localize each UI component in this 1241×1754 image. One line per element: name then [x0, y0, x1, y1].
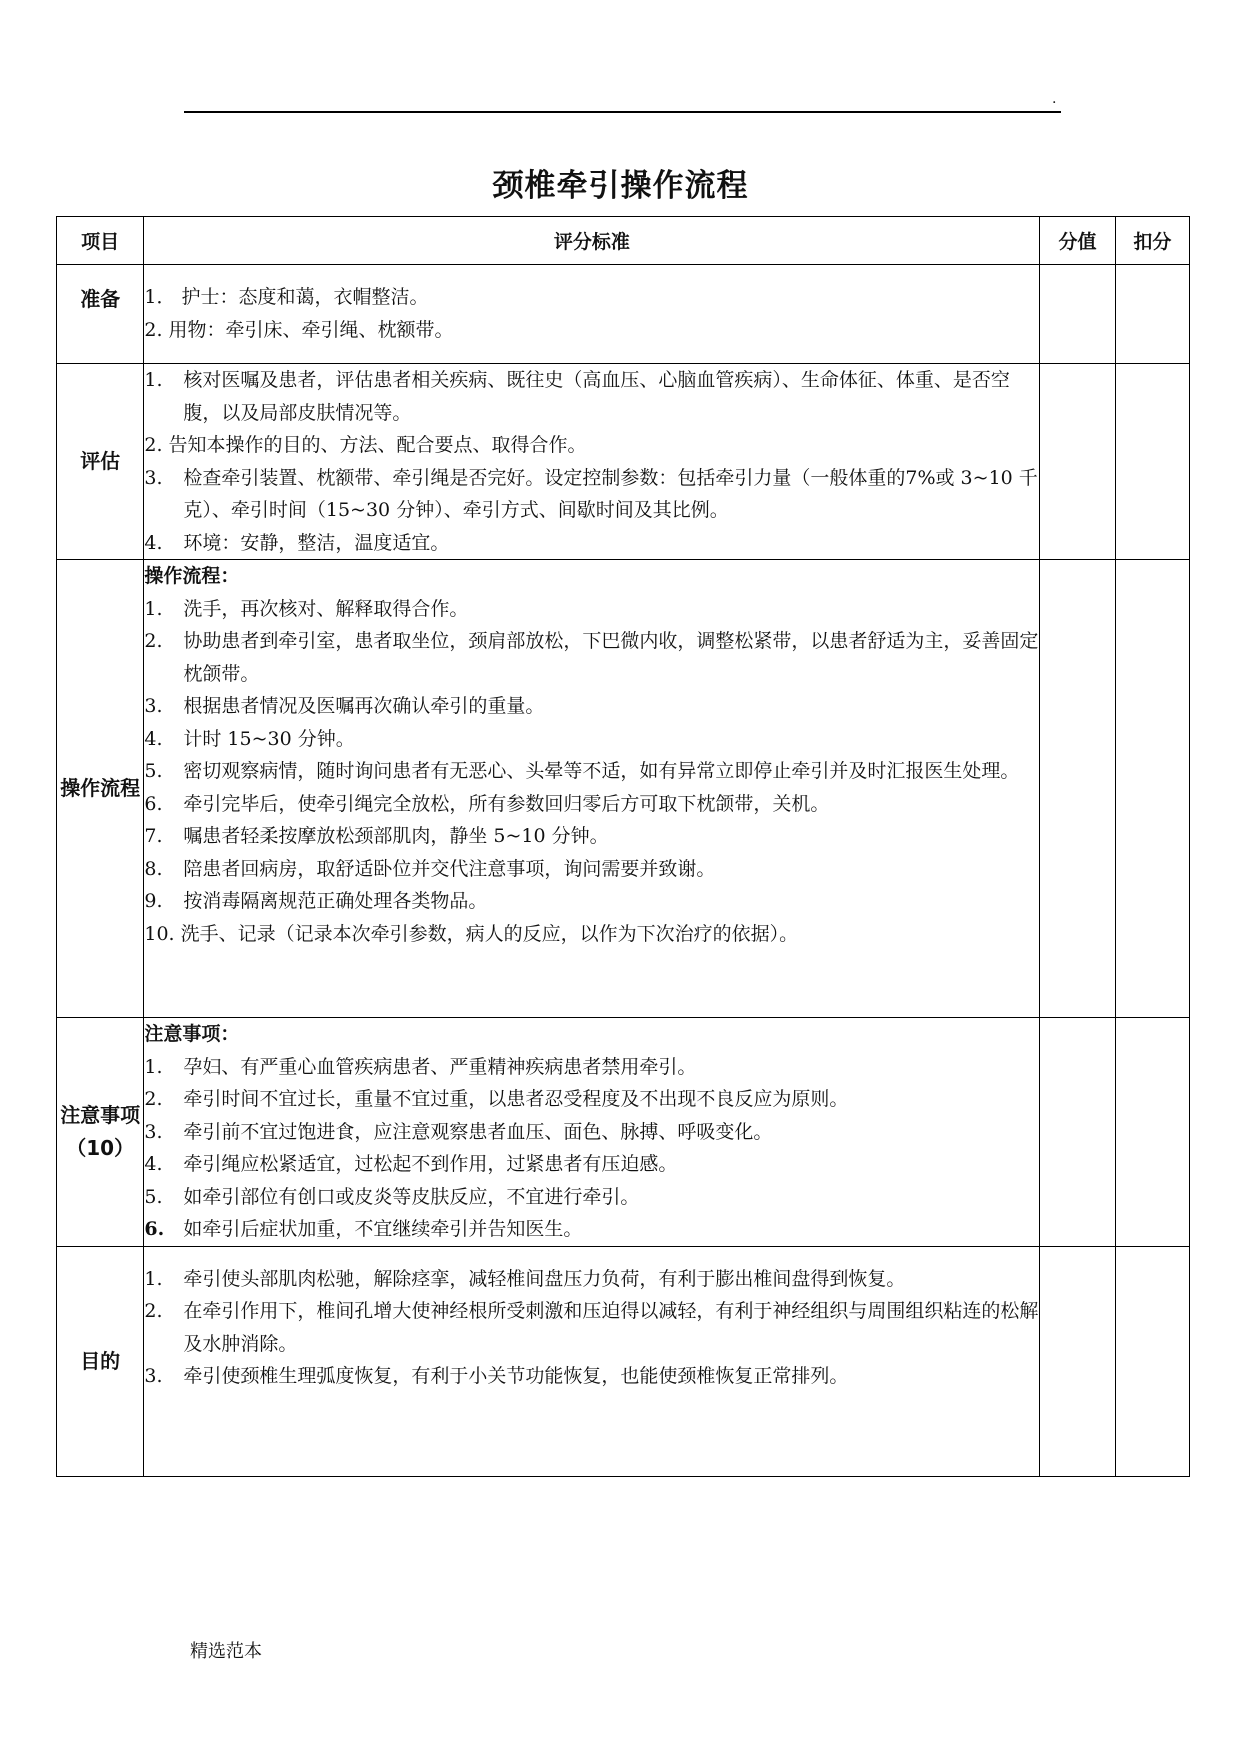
table-header-row [57, 217, 1190, 265]
table-row-procedure [57, 560, 1190, 1018]
deduct-cell[interactable] [1115, 1018, 1189, 1247]
procedure-heading: 操作流程： [144, 565, 240, 587]
score-cell[interactable] [1040, 265, 1115, 364]
row-content-purpose [144, 1246, 1040, 1476]
deduct-cell[interactable] [1115, 560, 1189, 1018]
list-item: 3. 牵引使颈椎生理弧度恢复，有利于小关节功能恢复，也能使颈椎恢复正常排列。 [144, 1365, 849, 1387]
list-item: 4. 环境：安静，整洁，温度适宜。 [144, 531, 450, 554]
purpose-list [144, 1263, 1039, 1393]
list-item: 3. 检查牵引装置、枕额带、牵引绳是否完好。设定控制参数：包括牵引力量（一般体重的7%或 3~10 千克）、牵引时间（15~30 分钟）、牵引方式、间歇时间及其比例。 [144, 466, 1038, 521]
notes-list [144, 1051, 1039, 1246]
table-row-prep [57, 265, 1190, 364]
list-item: 2. 协助患者到牵引室，患者取坐位，颈肩部放松，下巴微内收，调整松紧带，以患者舒适为主，妥善固定枕颌带。 [144, 630, 1039, 685]
row-content-procedure [144, 560, 1040, 1018]
list-item: 5. 密切观察病情，随时询问患者有无恶心、头晕等不适，如有异常立即停止牵引并及时汇报医生处理。 [144, 760, 1020, 782]
table-row-assess [57, 364, 1190, 560]
list-item: 6. 如牵引后症状加重，不宜继续牵引并告知医生。 [144, 1218, 583, 1240]
table-row-purpose [57, 1246, 1190, 1476]
header-rule [184, 111, 1061, 113]
list-item: 1. 核对医嘱及患者，评估患者相关疾病、既往史（高血压、心脑血管疾病）、生命体征、体重、是否空腹，以及局部皮肤情况等。 [144, 369, 1010, 424]
prep-list [144, 281, 1039, 346]
list-item: 4. 计时 15~30 分钟。 [144, 727, 355, 750]
deduct-cell[interactable] [1115, 364, 1189, 560]
list-item: 7. 嘱患者轻柔按摩放松颈部肌肉，静坐 5~10 分钟。 [144, 825, 609, 847]
list-item: 1. 洗手，再次核对、解释取得合作。 [144, 597, 469, 620]
table-row-notes [57, 1018, 1190, 1247]
notes-label: 注意事项 [60, 1102, 141, 1127]
notes-heading: 注意事项： [144, 1023, 240, 1045]
list-item: 1. 牵引使头部肌肉松驰，解除痉挛，减轻椎间盘压力负荷，有利于膨出椎间盘得到恢复。 [144, 1267, 906, 1290]
header-standard: 评分标准 [144, 217, 1040, 265]
footer-text: 精选范本 [190, 1641, 262, 1662]
page-title: 颈椎牵引操作流程 [492, 168, 749, 204]
row-label-assess: 评估 [57, 364, 144, 560]
list-item: 6. 牵引完毕后，使牵引绳完全放松，所有参数回归零后方可取下枕颌带，关机。 [144, 792, 830, 815]
list-item: 1． 护士：态度和蔼，衣帽整洁。 [144, 286, 429, 308]
deduct-cell[interactable] [1115, 1246, 1189, 1476]
list-item: 3. 牵引前不宜过饱进食，应注意观察患者血压、面色、脉搏、呼吸变化。 [144, 1120, 773, 1143]
list-item: 2. 牵引时间不宜过长，重量不宜过重，以患者忍受程度及不出现不良反应为原则。 [144, 1088, 849, 1110]
list-item: 3. 根据患者情况及医嘱再次确认牵引的重量。 [144, 695, 545, 717]
procedure-list [144, 593, 1039, 951]
notes-label-score: （10） [66, 1135, 135, 1160]
score-cell[interactable] [1040, 560, 1115, 1018]
score-cell[interactable] [1040, 1018, 1115, 1247]
list-item: 2. 用物：牵引床、牵引绳、枕额带。 [144, 318, 454, 341]
list-item: 9. 按消毒隔离规范正确处理各类物品。 [144, 890, 488, 912]
row-content-notes [144, 1018, 1040, 1247]
deduct-cell[interactable] [1115, 265, 1189, 364]
row-label-purpose: 目的 [57, 1246, 144, 1476]
list-item: 10. 洗手、记录（记录本次牵引参数，病人的反应，以作为下次治疗的依据）。 [144, 922, 799, 945]
scoring-table [56, 216, 1190, 1477]
row-content-assess [144, 364, 1040, 560]
header-dot: . [1052, 91, 1057, 107]
list-item: 1. 孕妇、有严重心血管疾病患者、严重精神疾病患者禁用牵引。 [144, 1055, 697, 1078]
row-content-prep [144, 265, 1040, 364]
header-item: 项目 [57, 217, 144, 265]
score-cell[interactable] [1040, 364, 1115, 560]
header-score: 分值 [1040, 217, 1115, 265]
list-item: 4. 牵引绳应松紧适宜，过松起不到作用，过紧患者有压迫感。 [144, 1153, 678, 1175]
row-label-procedure: 操作流程 [57, 560, 144, 1018]
row-label-notes [57, 1018, 144, 1247]
list-item: 5. 如牵引部位有创口或皮炎等皮肤反应，不宜进行牵引。 [144, 1185, 640, 1208]
list-item: 2. 在牵引作用下，椎间孔增大使神经根所受刺激和压迫得以减轻，有利于神经组织与周围组织粘连的松解及水肿消除。 [144, 1300, 1039, 1355]
assess-list [144, 364, 1039, 559]
list-item: 8. 陪患者回病房，取舒适卧位并交代注意事项，询问需要并致谢。 [144, 857, 716, 880]
score-cell[interactable] [1040, 1246, 1115, 1476]
list-item: 2. 告知本操作的目的、方法、配合要点、取得合作。 [144, 434, 587, 456]
row-label-prep: 准备 [57, 265, 144, 364]
header-deduct: 扣分 [1115, 217, 1189, 265]
